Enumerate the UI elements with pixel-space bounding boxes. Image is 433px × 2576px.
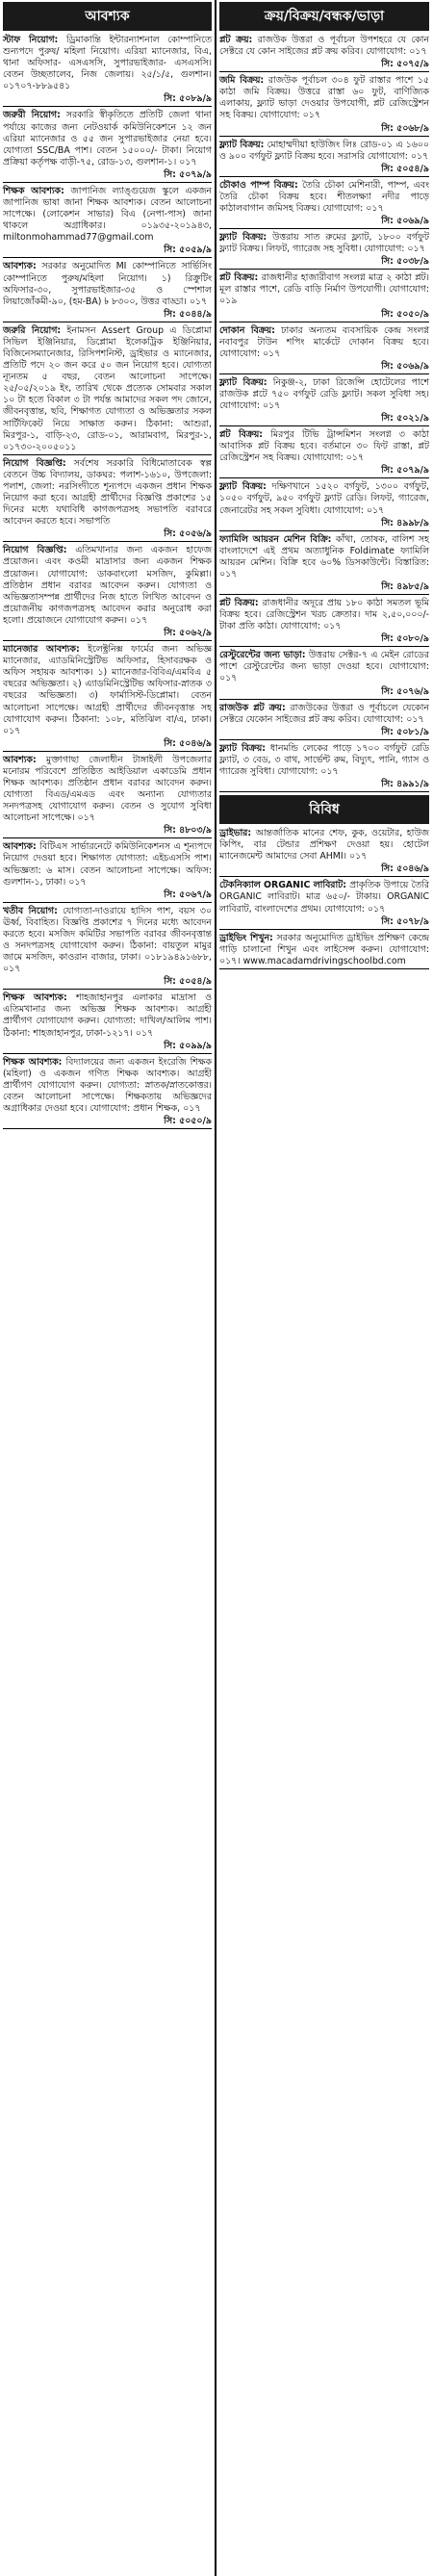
ad-heading: ফ্ল্যাট বিক্রয়:	[219, 376, 267, 388]
ad-body: রাজধানীর হাজারীবাগ সংলগ্ন মাত্র ২ কাঠা প্লট। মূল রাস্তার পাশে, রেডি বাড়ি নির্মাণ উপযোগী। যোগাযোগ: ০১৯	[219, 272, 429, 307]
classified-ad	[219, 272, 429, 307]
column-wanted	[0, 0, 216, 2576]
ad-heading: রেস্টুরেন্টের জন্য ভাড়া:	[219, 650, 306, 661]
ad-body: সরকারি স্বীকৃতিতে প্রতিটি জেলা থানা পর্যায়ে কাজের জন্য নেটওয়ার্ক কমিউনিকেশনে ১২ জন এরিয়া ম্যানেজার ও ৫৫ জন সুপারভাইজার নেয়া হবে। যোগ্যতা SSC/BA পাশ। বেতন ১৫০০০/- টাকা। নিয়োগ প্রক্রিয়া কর্তৃপক্ষ বাড়ী-৭৫, রোড-১৩, গুলশান-১। ০১৭	[3, 110, 212, 167]
classified-ad	[3, 186, 212, 244]
ad-code: সি: ৫০৮১/৯	[219, 726, 429, 740]
ad-heading: ফ্ল্যাট বিক্রয়:	[219, 481, 267, 493]
ad-body: মিরপুর টিভি ট্রান্সমিশন সংলগ্ন ৩ কাঠা আবাসিক প্লট বিক্রয় হবে। বর্তমানে ৩০ ফিট রাস্তা, প্লট রেজিস্ট্রেশন সহ বিক্রয়। যোগাযোগ: ০১৭	[219, 429, 430, 464]
ad-heading: টেকনিক্যাল ORGANIC লাবিরাট:	[219, 880, 347, 891]
ad-code: সি: ৫০৭৯/৯	[219, 464, 429, 478]
ad-code: সি: ৫০৭৬/৯	[219, 685, 429, 700]
ad-code: সি: ৪৮০৩/৯	[3, 824, 212, 838]
ad-code: সি: ৫০৫০/৯	[3, 1115, 212, 1129]
ad-heading: ম্যানেজার আবশ্যক:	[3, 644, 80, 656]
classified-ad	[3, 458, 212, 528]
ad-heading: প্লট বিক্রয়:	[219, 429, 264, 441]
ads-list-misc	[219, 828, 429, 969]
ad-heading: স্টাফ নিয়োগ:	[3, 35, 59, 45]
ad-body: রাজধানীর অদূরে প্রায় ১৮০ কাঠা সমতল ভূমি বিক্রয় হবে। রেজিস্ট্রেশন খরচ ক্রেতার। দাম ২,৫০,০০০/- টাকা প্রতি কাঠা। যোগাযোগ: ০১৭	[219, 598, 429, 632]
ad-body: তৈরি চৌকা মেশিনারী, পাম্প, এবং তৈরি চৌকা বিক্রয় হবে। শীতলক্ষ্যা নদীর পাড়ে কাঠালবাগান জমিসহ বিক্রয়। যোগাযোগ: ০১৭	[219, 179, 429, 214]
ad-heading: আবশ্যক:	[3, 754, 37, 765]
classified-ad	[219, 650, 429, 684]
ad-heading: জরুরী নিয়োগ:	[3, 110, 61, 121]
ad-body: রাজউক উত্তরা ও পূর্বাচল উপশহরে যে কোন সেক্টরে যে কোন সাইজের প্লট ক্রয় করিব। যোগাযোগ: ০১৭	[219, 35, 430, 58]
classified-ad	[3, 545, 212, 627]
classified-ad	[219, 377, 429, 412]
ad-code: সি: ৫০৯৯/৯	[3, 1040, 212, 1054]
ads-list-buy-sell	[219, 35, 429, 792]
ad-body: মোহাম্মদীয়া হাউজিং লিঃ রোড-০১ এ ১৬০০ ও ৯০০ বর্গফুট ফ্ল্যাট বিক্রয় হবে। সরাসরি যোগাযোগ: ০১৭	[219, 139, 429, 162]
classified-ad	[219, 140, 429, 163]
ad-code: সি: ৫০৮৯/৯	[3, 92, 212, 107]
ad-heading: নিয়োগ বিজ্ঞপ্তি:	[3, 545, 67, 556]
classified-ad	[219, 481, 429, 516]
ad-body: শাহজাহানপুর এলাকার মাদ্রাসা ও এতিমখানার জন্য অভিজ্ঞ শিক্ষক আবশ্যক। আগ্রহী প্রার্থীগণ যোগাযোগ করুন। যোগ্যতা: দাখিল/আলিম পাশ। ঠিকানা: শাহজাহানপুর, ঢাকা-১২১৭। ০১৭	[3, 992, 213, 1039]
ad-heading: ড্রাইভিং শিখুন:	[219, 932, 273, 943]
ad-body: সরকার অনুমোদিত MI কোম্পানিতে সার্ভিসিং কোম্পানিতে পুরুষ/মহিলা নিয়োগ। ১) রিক্রুটিং অফিসার-৩০, সুপারভাইজার-৩৫ ও স্পেশাল লিয়াজোঁকমী-৯০, (হম-BA) ৳ ৮৩০০, উত্তর বাড্ডা। ০১৭	[3, 261, 212, 307]
ad-code: সি: ৫০৫৪/৯	[3, 975, 212, 990]
ad-heading: ফ্ল্যাট বিক্রয়:	[219, 232, 267, 244]
ad-heading: শিক্ষক আবশ্যক:	[3, 185, 64, 196]
ad-body: ধানমন্ডি লেকের পাড়ে ১৭০০ বর্গফুট রেডি ফ্ল্যাট, ৩ বেড, ৩ বাথ, সার্ভেন্ট রুম, বিদ্যুৎ, পানি, গ্যাস ও গ্যারেজ সুবিধা। যোগাযোগ: ০১৭	[219, 742, 429, 777]
ad-code: সি: ৫০৬৮/৯	[219, 122, 429, 137]
ad-body: জাপানিজ ল্যাঙ্গুয়েজ স্কুলে একজন জাপানিজ ভাষা জানা শিক্ষক আবশ্যক। বেতন আলোচনা সাপেক্ষে। (লোকেশন সাভার) বিএ (নেপা-পাস) জানা থাকলে অগ্রাধিকার। ০১৯৩৫-২০১৯৪৩, miltonmohammad77@gmail.com	[3, 185, 213, 244]
ad-heading: প্লট বিক্রয়:	[219, 272, 259, 284]
ad-code: সি: ৫০৪৬/৯	[219, 863, 429, 877]
ad-body: যোগ্যতা-দাওরায়ে হাদিস পাশ, বয়স ৩০ ঊর্ধ্ব, বিবাহিত। বিজ্ঞপ্তি প্রকাশের ৭ দিনের মধ্যে আবেদন করতে হবে। মসজিদ কমিটির সভাপতি বরাবর জীবনবৃত্তান্ত ও সনদপত্রসহ যোগাযোগ করুন। ঠিকানা: বায়তুল মামুর জামে মসজিদ, কাওরান বাজার, ঢাকা। ০১৮১৯৪৯১৬৮৮, ০১৭	[3, 905, 212, 975]
classified-ad	[219, 325, 429, 360]
section-header-misc: বিবিধ	[219, 795, 429, 824]
ad-body: উত্তরায় সেক্টর-৭ এ মেইন রোডের পাশে রেস্টুরেন্টের জন্য ভাড়া দেওয়া হবে। যোগাযোগ: ০১৭	[219, 650, 429, 684]
ad-code: সি: ৫০৭৯/৯	[3, 168, 212, 183]
classified-ad	[219, 534, 429, 580]
classified-ad	[219, 703, 429, 726]
ad-heading: প্লট ক্রয়:	[219, 35, 253, 45]
classified-ad	[219, 429, 429, 464]
ad-body: সর্বশেষ সরকারি বিধিমোতাবেক স্বল্প বেতনে উচ্চ বিদ্যালয়, ডাকঘর: পলাশ-১৬১০, উপজেলা: পলাশ, জেলা: নরসিংদীতে শূন্যপদে একজন প্রধান শিক্ষক নিয়োগ করা হবে। আগ্রহী প্রার্থীদের বিজ্ঞপ্তি প্রকাশের ১৫ দিনের মধ্যে যথাবিধি কাগজপত্রসহ সভাপতি বরাবরে আবেদন করতে হবে। সভাপতি	[3, 457, 213, 528]
ad-code: সি: ৪৯৮৫/৯	[219, 580, 429, 595]
ad-code: সি: ৫০৬৭/৯	[3, 889, 212, 903]
classified-ad	[3, 35, 212, 92]
ad-body: মুক্তাগাছা জেলাধীন টাঙ্গাইলী উপজেলার মনোরম পরিবেশে প্রতিষ্ঠিত আইডিয়াল একাডেমি প্রধান শিক্ষক আবশ্যক। প্রতিষ্ঠান প্রধান বরাবর আবেদন করুন। যোগ্যতা বিএড/এমএড এবং অন্যান্য যোগ্যতার সনদপত্রসহ যোগাযোগ করুন। বেতন ও সুযোগ সুবিধা আলোচনা সাপেক্ষে। ০১৭	[3, 754, 212, 824]
classified-ad	[3, 992, 212, 1039]
ad-heading: ফ্ল্যাট বিক্রয়:	[219, 139, 265, 150]
ad-body: রাজউকের উত্তরা ও পূর্বাচলে যেকোন সেক্টরে যেকোন সাইজের প্লট ক্রয় করিব। যোগাযোগ: ০১৭	[219, 702, 429, 725]
ad-body: ড্রিমাকান্তি ইন্টারন্যাশনাল কোম্পানিতে শুন্যপদে পুরুষ/ মহিলা নিয়োগ। এরিয়া ম্যানেজার, বিএ, থানা অফিসার- এসএসসি, সুপারভাইজার- এসএসসি। বেতন উচ্ছতালেব, নিজ জেলায়। ২৫/১/৫, গুলশান। ০১৭০৭-৮৮৯৫৪১	[3, 35, 212, 92]
ad-body: ঢাকার অন্যতম ব্যবসায়িক কেন্দ্র সংলগ্ন নবাবপুর টাউন শপিং মার্কেটে দোকান বিক্রয় হবে। যোগাযোগ: ০১৭	[219, 324, 429, 359]
ad-body: বিদ্যালয়ের জন্য একজন ইংরেজি শিক্ষক (মহিলা) ও একজন গণিত শিক্ষক আবশ্যক। আগ্রহী প্রার্থীগণ যোগাযোগ করুন। যোগ্যতা: স্নাতক/স্নাতকোত্তর। বেতন আলোচনা সাপেক্ষে। শিক্ষকতায় অভিজ্ঞদের অগ্রাধিকার দেওয়া হবে। যোগাযোগ: প্রধান শিক্ষক, ০১৭	[3, 1056, 213, 1115]
ad-heading: ফ্ল্যাট বিক্রয়:	[219, 742, 267, 754]
classified-ad	[219, 828, 429, 863]
ad-code: সি: ৫০৭৮/৯	[219, 915, 429, 930]
ad-code: সি: ৫০৬৯/৯	[219, 360, 429, 374]
section-header-buy-sell: ক্রয়/বিক্রয়/বন্ধক/ভাড়া	[219, 2, 429, 31]
ad-body: ইলেক্ট্রনিক্স ফার্মের জন্য অভিজ্ঞ ম্যানেজার, এ্যাডমিনিস্ট্রেটিভ অফিসার, হিসাবরক্ষক ও অফিস সহায়ক আবশ্যক। ১) ম্যানেজার-বিবিএ/এমবিএ ৫ বছরের অভিজ্ঞতা। ২) এ্যাডমিনিস্ট্রেটিভ অফিসার-স্নাতক ৩ বছরের অভিজ্ঞতা। ৩) ফার্মাসিস্ট-ডিপ্লোমা। বেতন আলোচনা সাপেক্ষে। আগ্রহী প্রার্থীদের জীবনবৃত্তান্ত সহ যোগাযোগ করুন। ঠিকানা: ১০৮, মতিঝিল বা/এ, ঢাকা। ০১৭	[3, 644, 212, 736]
classified-ad	[3, 261, 212, 307]
ad-body: উত্তরায় সাত রুমের ফ্ল্যাট, ১৮০০ বর্গফুট ফ্ল্যাট বিক্রয়। লিফট, গ্যারেজ সহ সুবিধা। যোগাযোগ: ০১৭	[219, 232, 430, 255]
ad-heading: প্লট বিক্রয়:	[219, 598, 259, 608]
ad-code: সি: ৫০৬২/৯	[3, 627, 212, 641]
ad-code: সি: ৫০৫৯/৯	[3, 244, 212, 258]
ad-code: সি: ৪৯৯৮/৯	[219, 517, 429, 531]
ad-body: এতিমখানার জন্য একজন হাফেজ প্রয়োজন। এবং কওমী মাদ্রাসার জন্য একজন শিক্ষক প্রয়োজন। যোগাযোগ: ডাকবাংলো মসজিদ, কুমিল্লা। প্রতিষ্ঠান প্রধান বরাবর আবেদন করুন। যোগ্যতা ও অভিজ্ঞতাসম্পন্ন প্রার্থীদের নিজ হাতে লিখিত আবেদন ও প্রয়োজনীয় কাগজপত্রসহ আবেদন করার অনুরোধ করা হলো। প্রয়োজনে যোগাযোগ করুন। ০১৭	[3, 545, 213, 626]
classified-ad	[3, 841, 212, 888]
column-buy-sell	[216, 0, 432, 2576]
classified-ad	[3, 1057, 212, 1115]
ad-heading: নিয়োগ বিজ্ঞপ্তি:	[3, 457, 66, 469]
ad-code: সি: ৫০৬৯/৯	[219, 215, 429, 229]
classified-ad	[219, 180, 429, 215]
ad-heading: দোকান বিক্রয়:	[219, 324, 275, 336]
section-header-wanted: আবশ্যক	[3, 2, 212, 31]
ad-heading: খতীব নিয়োগ:	[3, 905, 58, 916]
ad-heading: জমি বিক্রয়:	[219, 75, 265, 87]
ad-code: সি: ৫০৫৬/৯	[3, 528, 212, 542]
ad-body: রাজউক পূর্বাচল ৩০৪ ফুট রাস্তার পাশে ১৫ কাঠা জমি বিক্রয়। উত্তরে রাস্তা ৬০ ফুট, বাণিজ্যিক এলাকায়, ফ্ল্যাট ভাড়া দেওয়ার উপযোগী, প্লট রেজিস্ট্রেশন সহ বিক্রয়। যোগাযোগ: ০১৭	[219, 75, 429, 121]
ad-heading: ড্রাইভার:	[219, 828, 252, 839]
classified-ad	[3, 755, 212, 825]
ads-list-wanted	[3, 35, 212, 1129]
ad-body: বিটিএস সার্ভারনেটে কমিউনিকেশনস এ শূন্যপদে নিয়োগ দেওয়া হবে। শিক্ষাগত যোগ্যতা: এইচএসসি পাশ। অভিজ্ঞতা: ৬ মাস। বেতন আলোচনা সাপেক্ষে। অফিস: গুলশান-১, ঢাকা। ০১৭	[3, 841, 212, 888]
ad-heading: শিক্ষক আবশ্যক:	[3, 1056, 63, 1068]
ad-body: সরকার অনুমোদিত ড্রাইভিং প্রশিক্ষণ কেন্দ্রে গাড়ি চালানো শিখুন এবং লাইসেন্স করুন। যোগাযোগ: ০১৭। www.macadamdrivingschoolbd.com	[219, 932, 430, 966]
classified-ad	[219, 743, 429, 778]
classified-ad	[219, 35, 429, 58]
ad-code: সি: ৫০৫০/৯	[219, 308, 429, 322]
classified-ad	[3, 906, 212, 976]
ad-body: আন্তর্জাতিক মানের শেফ, কুক, ওয়েটার, হাউজ কিপিং, বার টেন্ডার প্রশিক্ষণ দেওয়া হয়। হোটেল ম্যানেজমেন্ট আমাদের সেবা AHMI। ০১৭	[219, 828, 430, 863]
ad-heading: আবশ্যক:	[3, 841, 37, 853]
classified-ad	[219, 880, 429, 914]
ad-code: সি: ৫০৪৪/৯	[3, 308, 212, 322]
ad-code: সি: ৪৯৯১/৯	[219, 778, 429, 792]
classified-ad	[219, 232, 429, 255]
ad-body: দক্ষিণখানে ১৫২০ বর্গফুট, ১৩০০ বর্গফুট, ১০৫০ বর্গফুট, ৯৫০ বর্গফুট ফ্ল্যাট রেডি। লিফট, গ্যারেজ, জেনারেটর সহ সকল সুবিধা। যোগাযোগ: ০১৭	[219, 481, 429, 516]
ad-code: সি: ৫০৪৬/৯	[3, 737, 212, 752]
ad-body: ইনামসন Assert Group এ ডিপ্লোমা সিভিল ইঞ্জিনিয়ার, ডিপ্লোমা ইলেকট্রিক ইঞ্জিনিয়ার, বিজিনেসম্যানেজার, রিসিপশনিস্ট, ড্রাইভার ও ম্যানেজার, প্রতিটি পদে ২০ জন করে ৫০ জন নিয়োগ হবে। যোগ্যতা ন্যূনতম ৫ বছর, বেতন আলোচনা সাপেক্ষে। ২৫/০৫/২০১৯ ইং, তারিখ থেকে প্রত্যেক সোমবার সকাল ১০ টা হতে বিকাল ৩ টা পর্যন্ত আমাদের সকল পদ জোনে, জীবনবৃত্তান্ত, ছবি, শিক্ষাগত যোগ্যতা ও অভিজ্ঞতার সকল সার্টিফিকেট নিয়ে সাক্ষাত করুন। ঠিকানা: আশুরা, মিরপুর-১, বাড়ি-২৩, রোড-০১, আরামবাগ, মিরপুর-১, ০১৭৩০-২০০৫০১১	[3, 324, 212, 452]
ad-heading: ফ্যামিলি আয়রন মেশিন বিক্রি:	[219, 533, 332, 545]
ad-heading: রাজউক প্লট ক্রয়:	[219, 702, 286, 713]
classified-ad	[219, 598, 429, 632]
ad-body: নিকুঞ্জ-২, ঢাকা রিজেন্সি হোটেলের পাশে রাজউক প্লটে ৭৫০ বর্গফুট রেডি ফ্ল্যাট। সকল সুবিধা সহ। যোগাযোগ: ০১৭	[219, 376, 429, 411]
classified-ad	[3, 110, 212, 167]
ad-heading: জরুরি নিয়োগ:	[3, 324, 62, 336]
ad-code: সি: ৫০৮০/৯	[219, 632, 429, 647]
ad-body: প্রাকৃতিক উপায়ে তৈরি ORGANIC লাবিরাট। মাত্র ৬৫০/- টাকায়। ORGANIC লাবিরাট, বাংলাদেশের প্রথম। যোগাযোগ: ০১৭	[219, 880, 429, 914]
classified-ad	[219, 933, 429, 967]
classified-ad	[3, 644, 212, 737]
ad-heading: আবশ্যক:	[3, 261, 37, 272]
ad-code: সি: ৫০২১/৯	[219, 412, 429, 426]
ad-body: কাঁথা, তোষক, বালিশ সহ বাংলাদেশে এই প্রথম অত্যাধুনিক Foldimate ফ্যামিলি আয়রন মেশিন। বিক্রি হবে ৬০% ডিসকাউন্টে। বিস্তারিত: ০১৭	[219, 533, 429, 580]
ad-code: সি: ৫০৫৪/৯	[219, 163, 429, 177]
ad-heading: শিক্ষক আবশ্যক:	[3, 992, 67, 1004]
classified-ad	[219, 75, 429, 121]
ad-code: সি: ৫০৭৫/৯	[219, 58, 429, 72]
ad-code	[3, 453, 212, 455]
ad-code: সি: ৫০৩৮/৯	[219, 255, 429, 270]
ad-code	[219, 967, 429, 969]
ad-heading: চৌকাও পাম্প বিক্রয়:	[219, 179, 298, 191]
classified-ad	[3, 325, 212, 453]
